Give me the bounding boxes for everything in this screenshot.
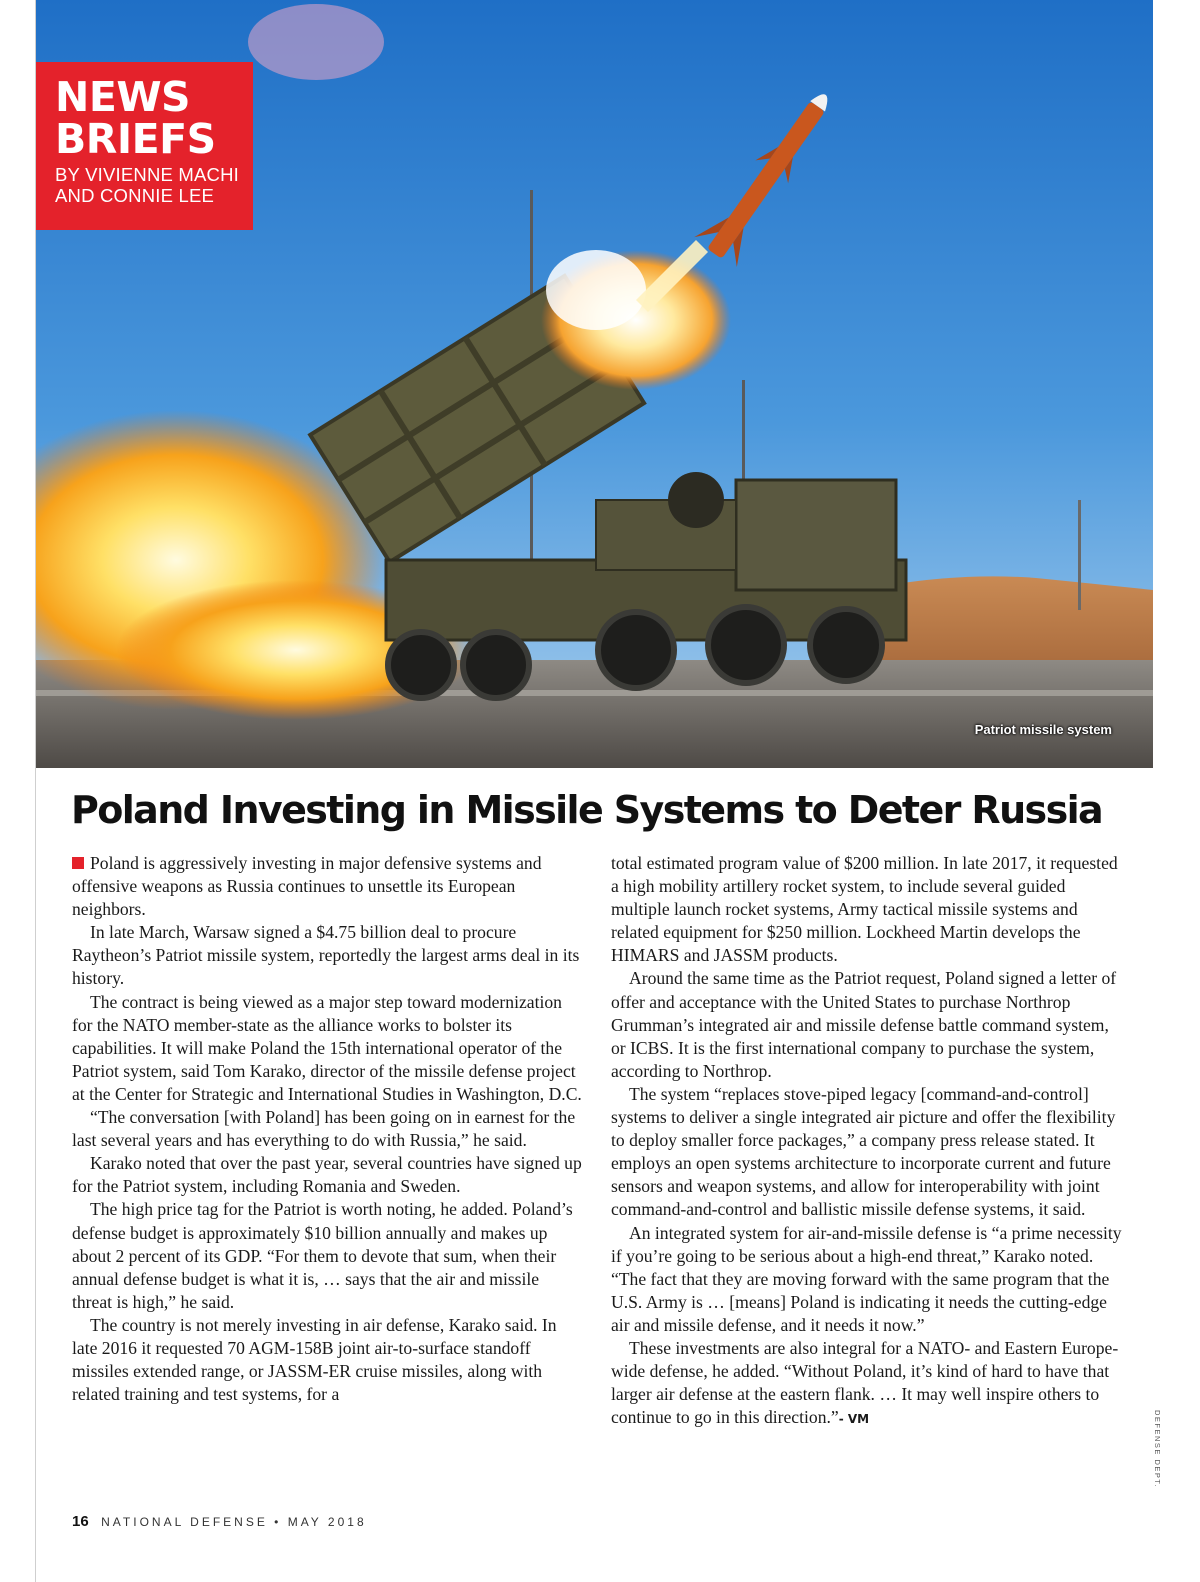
section-flag [36, 62, 253, 230]
page-number: 16 [72, 1513, 89, 1530]
article-headline: Poland Investing in Missile Systems to Deter Russia [71, 788, 1103, 832]
article-paragraph: “The conversation [with Poland] has been going on in earnest for the last several years and has everything to do with Russia,” he said. [72, 1107, 576, 1151]
page-footer [72, 1513, 367, 1531]
article-paragraph: Around the same time as the Patriot request, Poland signed a letter of offer and acceptance with the United States to purchase Northrop Grumman’s integrated air and missile defense battle command system, or ICBS. It is the first international company to purchase the system, according to Northrop. [611, 968, 1117, 1081]
article-paragraph: An integrated system for air-and-missile defense is “a prime necessity if you’re going to be serious about a high-end threat,” Karako noted. “The fact that they are moving forward with the same program that the U.S. Army is … [means] Poland is indicating it needs the cutting-edge air and missile defense, and it needs it now.” [611, 1222, 1122, 1335]
article-column-right [611, 852, 1125, 1431]
article-paragraph: Karako noted that over the past year, several countries have signed up for the Patriot system, including Romania and Sweden. [72, 1153, 582, 1197]
byline-line2: AND CONNIE LEE [55, 185, 215, 206]
article-paragraph: In late March, Warsaw signed a $4.75 billion deal to procure Raytheon’s Patriot missile system, reportedly the largest arms deal in its history. [72, 922, 580, 989]
section-title-line1: NEWS [55, 73, 191, 121]
article-column-left [72, 852, 582, 1406]
paragraph-text: Poland is aggressively investing in major defensive systems and offensive weapons as Russia continues to unsettle its European neighbors. [72, 853, 542, 920]
byline [55, 164, 253, 206]
section-side-tag: DEFENSE DEPT. [1153, 1410, 1162, 1489]
article-paragraph: The system “replaces stove-piped legacy [command-and-control] systems to deliver a single integrated air picture and offer the flexibility to deploy smaller force packages,” a company press release stated. It employs an open systems architecture to incorporate current and future sensors and weapon systems, and allow for interoperability with joint command-and-control and ballistic missile defense systems, it said. [611, 1083, 1116, 1220]
article-paragraph: The contract is being viewed as a major step toward modernization for the NATO member-state as the alliance works to bolster its capabilities. It will make Poland the 15th international operator of the Patriot system, said Tom Karako, director of the missile defense project at the Center for Strategic and International Studies in Washington, D.C. [72, 991, 582, 1104]
article-paragraph: The high price tag for the Patriot is worth noting, he added. Poland’s defense budget is approximately $10 billion annually and makes up about 2 percent of its GDP. “For them to devote that sum, when their annual defense budget is what it is, … says that the air and missile threat is high,” he said. [72, 1199, 573, 1312]
section-title [55, 73, 253, 163]
photo-caption: Patriot missile system [974, 722, 1112, 737]
byline-line1: BY VIVIENNE MACHI [55, 164, 239, 185]
article-paragraph [611, 1337, 1125, 1431]
paragraph-text: These investments are also integral for a NATO- and Eastern Europe-wide defense, he added. “Without Poland, it’s kind of hard to have that larger air defense at the eastern flank. … It may well inspire others to continue to go in this direction.” [611, 1337, 1119, 1428]
red-square-icon [72, 857, 84, 869]
section-title-line2: BRIEFS [55, 115, 216, 163]
publication-line: NATIONAL DEFENSE • MAY 2018 [101, 1515, 367, 1529]
article-paragraph [72, 852, 582, 921]
author-signoff: - VM [838, 1412, 870, 1427]
article-paragraph: total estimated program value of $200 million. In late 2017, it requested a high mobility artillery rocket system, to include several guided multiple launch rocket systems, Army tactical missile systems and related equipment for $250 million. Lockheed Martin develops the HIMARS and JASSM products. [611, 853, 1118, 966]
article-paragraph: The country is not merely investing in air defense, Karako said. In late 2016 it requested 70 AGM-158B joint air-to-surface standoff missiles extended range, or JASSM-ER cruise missiles, along with related training and test systems, for a [72, 1314, 557, 1405]
